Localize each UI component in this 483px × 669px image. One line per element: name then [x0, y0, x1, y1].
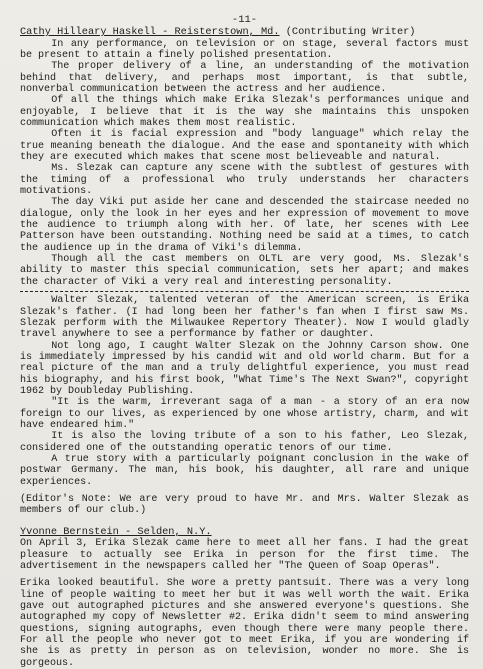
section1-paragraph: Often it is facial expression and "body language" which relay the true meaning beneath the dialogue. And the ease and spontaneity with which they are executed which makes that scene most believeable and natural. — [20, 129, 469, 164]
section3-paragraph: On April 3, Erika Slezak came here to meet all her fans. I had the great pleasure to actually see Erika in person for the first time. The advertisement in the newspapers called her "The Queen of Soap Operas". — [20, 538, 469, 572]
section2-paragraph: It is also the loving tribute of a son to his father, Leo Slezak, considered one of the outstanding operatic tenors of our time. — [20, 431, 469, 454]
section1-paragraph: The day Viki put aside her cane and descended the staircase needed no dialogue, only the look in her eyes and her expression of movement to move the audience to triumph along with her. Of late, her scenes with Lee Patterson have been outstanding. Nothing need be said at a times, to catch the audience up in the drama of Viki's dilemma. — [20, 197, 469, 254]
section3-byline — [20, 527, 469, 539]
section2-paragraph: Walter Slezak, talented veteran of the American screen, is Erika Slezak's father. (I had long been her father's fan when I first saw Ms. Slezak perform with the Milwaukee Repertory Theater). Now I would gladly travel anywhere to see a performance by father or daughter. — [20, 295, 469, 341]
section3-author-name: Yvonne Bernstein - Selden, N.Y. — [20, 525, 212, 538]
section1-paragraph: Ms. Slezak can capture any scene with the subtlest of gestures with the timing of a professional who truly understands her characters motivations. — [20, 163, 469, 198]
section1-author-role: (Contributing Writer) — [285, 26, 416, 38]
section1-author-name: Cathy Hilleary Haskell - Reisterstown, Md. — [20, 26, 280, 38]
section1-paragraph: Of all the things which make Erika Slezak's performances unique and enjoyable, I believe that it is the way she maintains this unspoken communication which makes them most realistic. — [20, 95, 469, 129]
section2-paragraph: A true story with a particularly poignant conclusion in the wake of postwar Germany. The man, his book, his daughter, all rare and unique experiences. — [20, 453, 469, 488]
section2-paragraph: "It is the warm, irreverant saga of a man - a story of an era now foreign to our lives, as experienced by one whose artistry, charm, and wit have endeared him." — [20, 397, 469, 431]
section3-paragraph: Erika looked beautiful. She wore a pretty pantsuit. There was a very long line of people waiting to meet her but it was well worth the wait. Erika gave out autographed pictures and she answered everyone's questions. She autographed my copy of Newsletter #2. Erika didn't seem to mind answering questions, signing autographs, even though there were many people there. For all the people who never got to meet Erika, if you are wondering if she is as pretty in person as on television, wonder no more. She is gorgeous. — [20, 578, 469, 669]
section1-byline — [20, 27, 469, 39]
section-divider — [20, 291, 469, 292]
section2-paragraph: Not long ago, I caught Walter Slezak on the Johnny Carson show. One is immediately impressed by his candid wit and old world charm. But for a real picture of the man and a truly delightful experience, you must read his biography, and his first book, "What Time's The Next Swan?", copyright 1962 by Doubleday Publishing. — [20, 340, 469, 397]
section1-paragraph: In any performance, on television or on stage, several factors must be present to attain a finely polished presentation. — [20, 38, 469, 61]
editors-note: (Editor's Note: We are very proud to have Mr. and Mrs. Walter Slezak as members of our club.) — [20, 494, 469, 517]
page-number: -11- — [231, 14, 258, 26]
section1-paragraph: The proper delivery of a line, an understanding of the motivation behind that delivery, and perhaps most important, is that subtle, nonverbal communication between the actress and her audience. — [20, 61, 469, 95]
section1-paragraph: Though all the cast members on OLTL are very good, Ms. Slezak's ability to master this special communication, sets her apart; and makes the character of Viki a very real and interesting personality. — [20, 254, 469, 288]
